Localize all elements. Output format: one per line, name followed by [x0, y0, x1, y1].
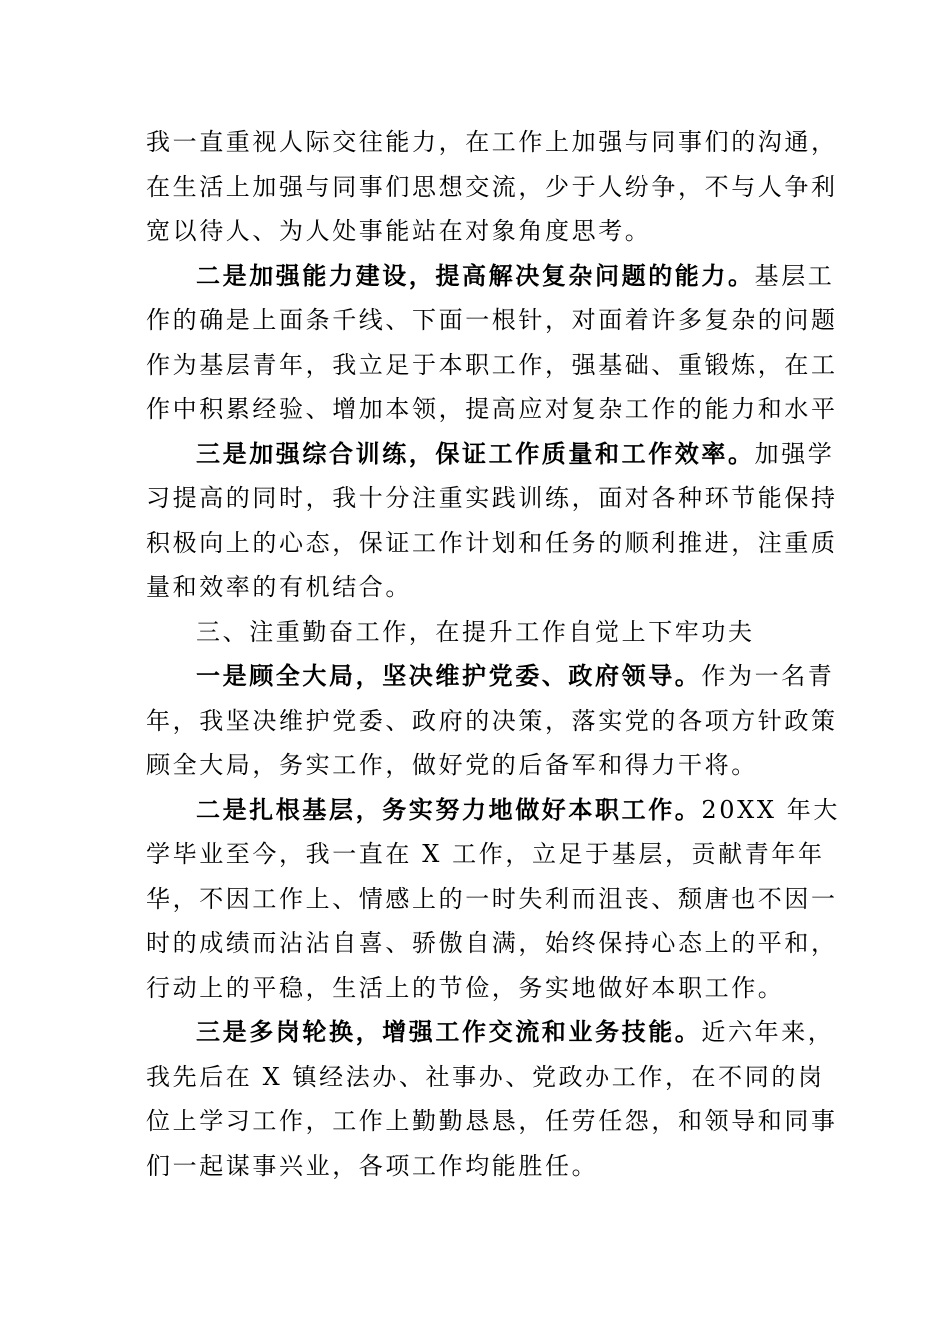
text-line-19: 时的成绩而沾沾自喜、骄傲自满，始终保持心态上的平和，	[146, 929, 838, 957]
text-line-18: 华，不因工作上、情感上的一时失利而沮丧、颓唐也不因一	[146, 885, 838, 913]
text-line-3: 宽以待人、为人处事能站在对象角度思考。	[146, 217, 652, 245]
text-line-17: 学毕业至今，我一直在 X 工作，立足于基层，贡献青年年	[146, 840, 825, 868]
text-line-5: 作的确是上面条千线、下面一根针，对面着许多复杂的问题	[146, 306, 838, 334]
text-line-1: 我一直重视人际交往能力，在工作上加强与同事们的沟通，	[146, 128, 838, 156]
text-line-9: 习提高的同时，我十分注重实践训练，面对各种环节能保持	[146, 484, 838, 512]
text-line-24: 们一起谋事兴业，各项工作均能胜任。	[146, 1152, 599, 1180]
text-line-15: 顾全大局，务实工作，做好党的后备军和得力干将。	[146, 751, 758, 779]
text-line-14: 年，我坚决维护党委、政府的决策，落实党的各项方针政策	[146, 707, 838, 735]
paragraph-heading-6: 三是多岗轮换，增强工作交流和业务技能。近六年来，	[196, 1017, 835, 1046]
text-line-7: 作中积累经验、增加本领，提高应对复杂工作的能力和水平	[146, 395, 838, 423]
paragraph-heading-4: 一是顾全大局，坚决维护党委、政府领导。作为一名青	[196, 661, 835, 690]
text-line-22: 我先后在 X 镇经法办、社事办、党政办工作，在不同的岗	[146, 1063, 825, 1091]
text-line-2: 在生活上加强与同事们思想交流，少于人纷争，不与人争利	[146, 173, 838, 201]
paragraph-heading-3: 三是加强综合训练，保证工作质量和工作效率。加强学	[196, 439, 835, 468]
paragraph-heading-5: 二是扎根基层，务实努力地做好本职工作。20XX 年大	[196, 795, 840, 824]
section-heading: 三、注重勤奋工作，在提升工作自觉上下牢功夫	[196, 618, 755, 646]
text-line-11: 量和效率的有机结合。	[146, 573, 412, 601]
text-line-10: 积极向上的心态，保证工作计划和任务的顺利推进，注重质	[146, 529, 838, 557]
paragraph-heading-2: 二是加强能力建设，提高解决复杂问题的能力。基层工	[196, 261, 835, 290]
text-line-23: 位上学习工作，工作上勤勤恳恳，任劳任怨，和领导和同事	[146, 1107, 838, 1135]
text-line-6: 作为基层青年，我立足于本职工作，强基础、重锻炼，在工	[146, 351, 838, 379]
text-line-20: 行动上的平稳，生活上的节俭，务实地做好本职工作。	[146, 974, 785, 1002]
